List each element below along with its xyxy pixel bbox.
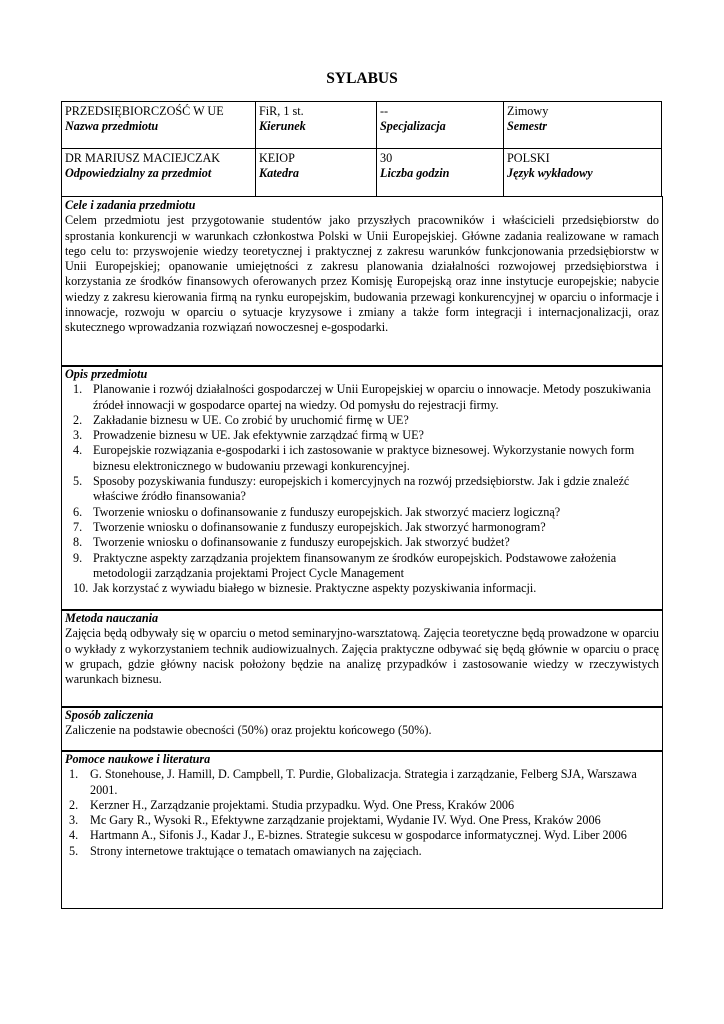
list-item: 1. G. Stonehouse, J. Hamill, D. Campbell, T. Purdie, Globalizacja. Strategia i zarządzanie, Felberg SJA, Warszawa 2001.: [69, 767, 637, 797]
assessment-text: Zaliczenie na podstawie obecności (50%) oraz projektu końcowego (50%).: [65, 723, 432, 738]
list-item: 7. Tworzenie wniosku o dofinansowanie z funduszy europejskich. Jak stworzyć harmonogram?: [73, 519, 546, 534]
description-section: [61, 365, 663, 611]
course-name-cell: [62, 102, 256, 149]
goals-section: [61, 196, 663, 367]
language-value: POLSKI: [507, 151, 550, 165]
literature-list: [65, 767, 659, 859]
specialization-cell: [377, 102, 504, 149]
semester-cell: [504, 102, 662, 149]
list-item: 2. Kerzner H., Zarządzanie projektami. Studia przypadku. Wyd. One Press, Kraków 2006: [69, 797, 515, 812]
goals-heading: Cele i zadania przedmiotu: [65, 198, 196, 212]
course-name-label: Nazwa przedmiotu: [65, 119, 159, 134]
field-of-study-label: Kierunek: [259, 119, 306, 134]
list-item: 5. Strony internetowe traktujące o tematach omawianych na zajęciach.: [69, 843, 422, 858]
hours-value: 30: [380, 151, 393, 165]
method-heading: Metoda nauczania: [65, 611, 159, 625]
list-item: 4. Europejskie rozwiązania e-gospodarki i ich zastosowanie w praktyce biznesowej. Wykorzystanie nowych form biznesu elektronicznego w budowaniu przewagi konkurencyjnej.: [73, 443, 635, 473]
specialization-value: --: [380, 104, 389, 118]
list-item: 3. Mc Gary R., Wysoki R., Efektywne zarządzanie projektami, Wydanie IV. Wyd. One Press, Kraków 2006: [69, 813, 601, 828]
literature-heading: Pomoce naukowe i literatura: [65, 752, 211, 766]
department-value: KEIOP: [259, 151, 295, 165]
language-cell: [504, 149, 662, 197]
list-item: 2. Zakładanie biznesu w UE. Co zrobić by uruchomić firmę w UE?: [73, 412, 409, 427]
specialization-label: Specjalizacja: [380, 119, 446, 134]
list-item: 5. Sposoby pozyskiwania funduszy: europejskich i komercyjnych na rozwój przedsiębiorstw. Jak i gdzie znaleźć właściwe źródło finansowania?: [73, 474, 630, 504]
list-item: 8. Tworzenie wniosku o dofinansowanie z funduszy europejskich. Jak stworzyć budżet?: [73, 535, 510, 550]
assessment-section: [61, 706, 663, 752]
list-item: 6. Tworzenie wniosku o dofinansowanie z funduszy europejskich. Jak stworzyć macierz logiczną?: [73, 504, 561, 519]
description-list: [65, 382, 659, 596]
document-title: SYLABUS: [326, 70, 398, 87]
field-of-study-cell: [256, 102, 377, 149]
method-section: [61, 609, 663, 708]
list-item: 1. Planowanie i rozwój działalności gospodarczej w Unii Europejskiej w oparciu o innowacje. Metody poszukiwania źródeł innowacji w gospodarce opartej na wiedzy. Od pomysłu do rejestracji firmy.: [73, 382, 651, 412]
goals-text: Celem przedmiotu jest przygotowanie studentów jako przyszłych pracowników i właścicieli przedsiębiorstw do sprostania konkurencji w warunkach członkostwa Polski w Unii Europejskiej. Główne zadania realizowane w ramach tego celu to: przyswojenie wiedzy teoretycznej i praktycznej z zakresu warunków funkcjonowania przedsiębiorstw w Unii Europejskiej; opanowanie umiejętności z zakresu planowania działalności rozwojowej przedsiębiorstwa i korzystania ze środków finansowych oferowanych przez Komisję Europejską oraz inne instytucje europejskie; nabycie wiedzy z zakresu kierowania firmą na rynku europejskim, budowania przewagi konkurencyjnej w oparciu o informacje i innowacje, rozwoju w oparciu o sytuacje kryzysowe i zmiany a także form integracji i internacjonalizacji, oraz skutecznego wprowadzania rozwiązań nowoczesnej e-gospodarki.: [65, 213, 659, 335]
hours-cell: [377, 149, 504, 197]
list-item: 4. Hartmann A., Sifonis J., Kadar J., E-biznes. Strategie sukcesu w gospodarce informatycznej. Wyd. Liber 2006: [69, 828, 627, 843]
method-text: Zajęcia będą odbywały się w oparciu o metod seminaryjno-warsztatową. Zajęcia teoretyczne będą prowadzone w oparciu o wykłady z wykorzystaniem technik audiowizualnych. Zajęcia praktyczne odbywać się będą głównie w oparciu o pracę w grupach, gdzie główny nacisk położony będzie na analizę przypadków i zastosowanie wiedzy w rzeczywistych warunkach biznesu.: [65, 626, 659, 687]
responsible-person-cell: [62, 149, 256, 197]
semester-value: Zimowy: [507, 104, 549, 118]
course-info-row: [62, 102, 662, 149]
list-item: 9. Praktyczne aspekty zarządzania projektem finansowanym ze środków europejskich. Podstawowe założenia metodologii zarządzania projektami Project Cycle Management: [73, 550, 617, 580]
description-heading: Opis przedmiotu: [65, 367, 148, 381]
language-label: Język wykładowy: [507, 166, 593, 181]
hours-label: Liczba godzin: [380, 166, 450, 181]
list-item: 3. Prowadzenie biznesu w UE. Jak efektywnie zarządzać firmą w UE?: [73, 428, 424, 443]
field-of-study-value: FiR, 1 st.: [259, 104, 304, 118]
assessment-heading: Sposób zaliczenia: [65, 708, 154, 722]
department-label: Katedra: [259, 166, 299, 181]
responsible-person-label: Odpowiedzialny za przedmiot: [65, 166, 212, 181]
course-info-row: [62, 149, 662, 197]
responsible-person-value: DR MARIUSZ MACIEJCZAK: [65, 151, 221, 165]
course-info-table: [61, 101, 662, 197]
department-cell: [256, 149, 377, 197]
semester-label: Semestr: [507, 119, 547, 134]
literature-section: [61, 750, 663, 909]
list-item: 10. Jak korzystać z wywiadu białego w biznesie. Praktyczne aspekty pozyskiwania informacji.: [73, 581, 537, 596]
course-name-value: PRZEDSIĘBIORCZOŚĆ W UE: [65, 104, 224, 118]
